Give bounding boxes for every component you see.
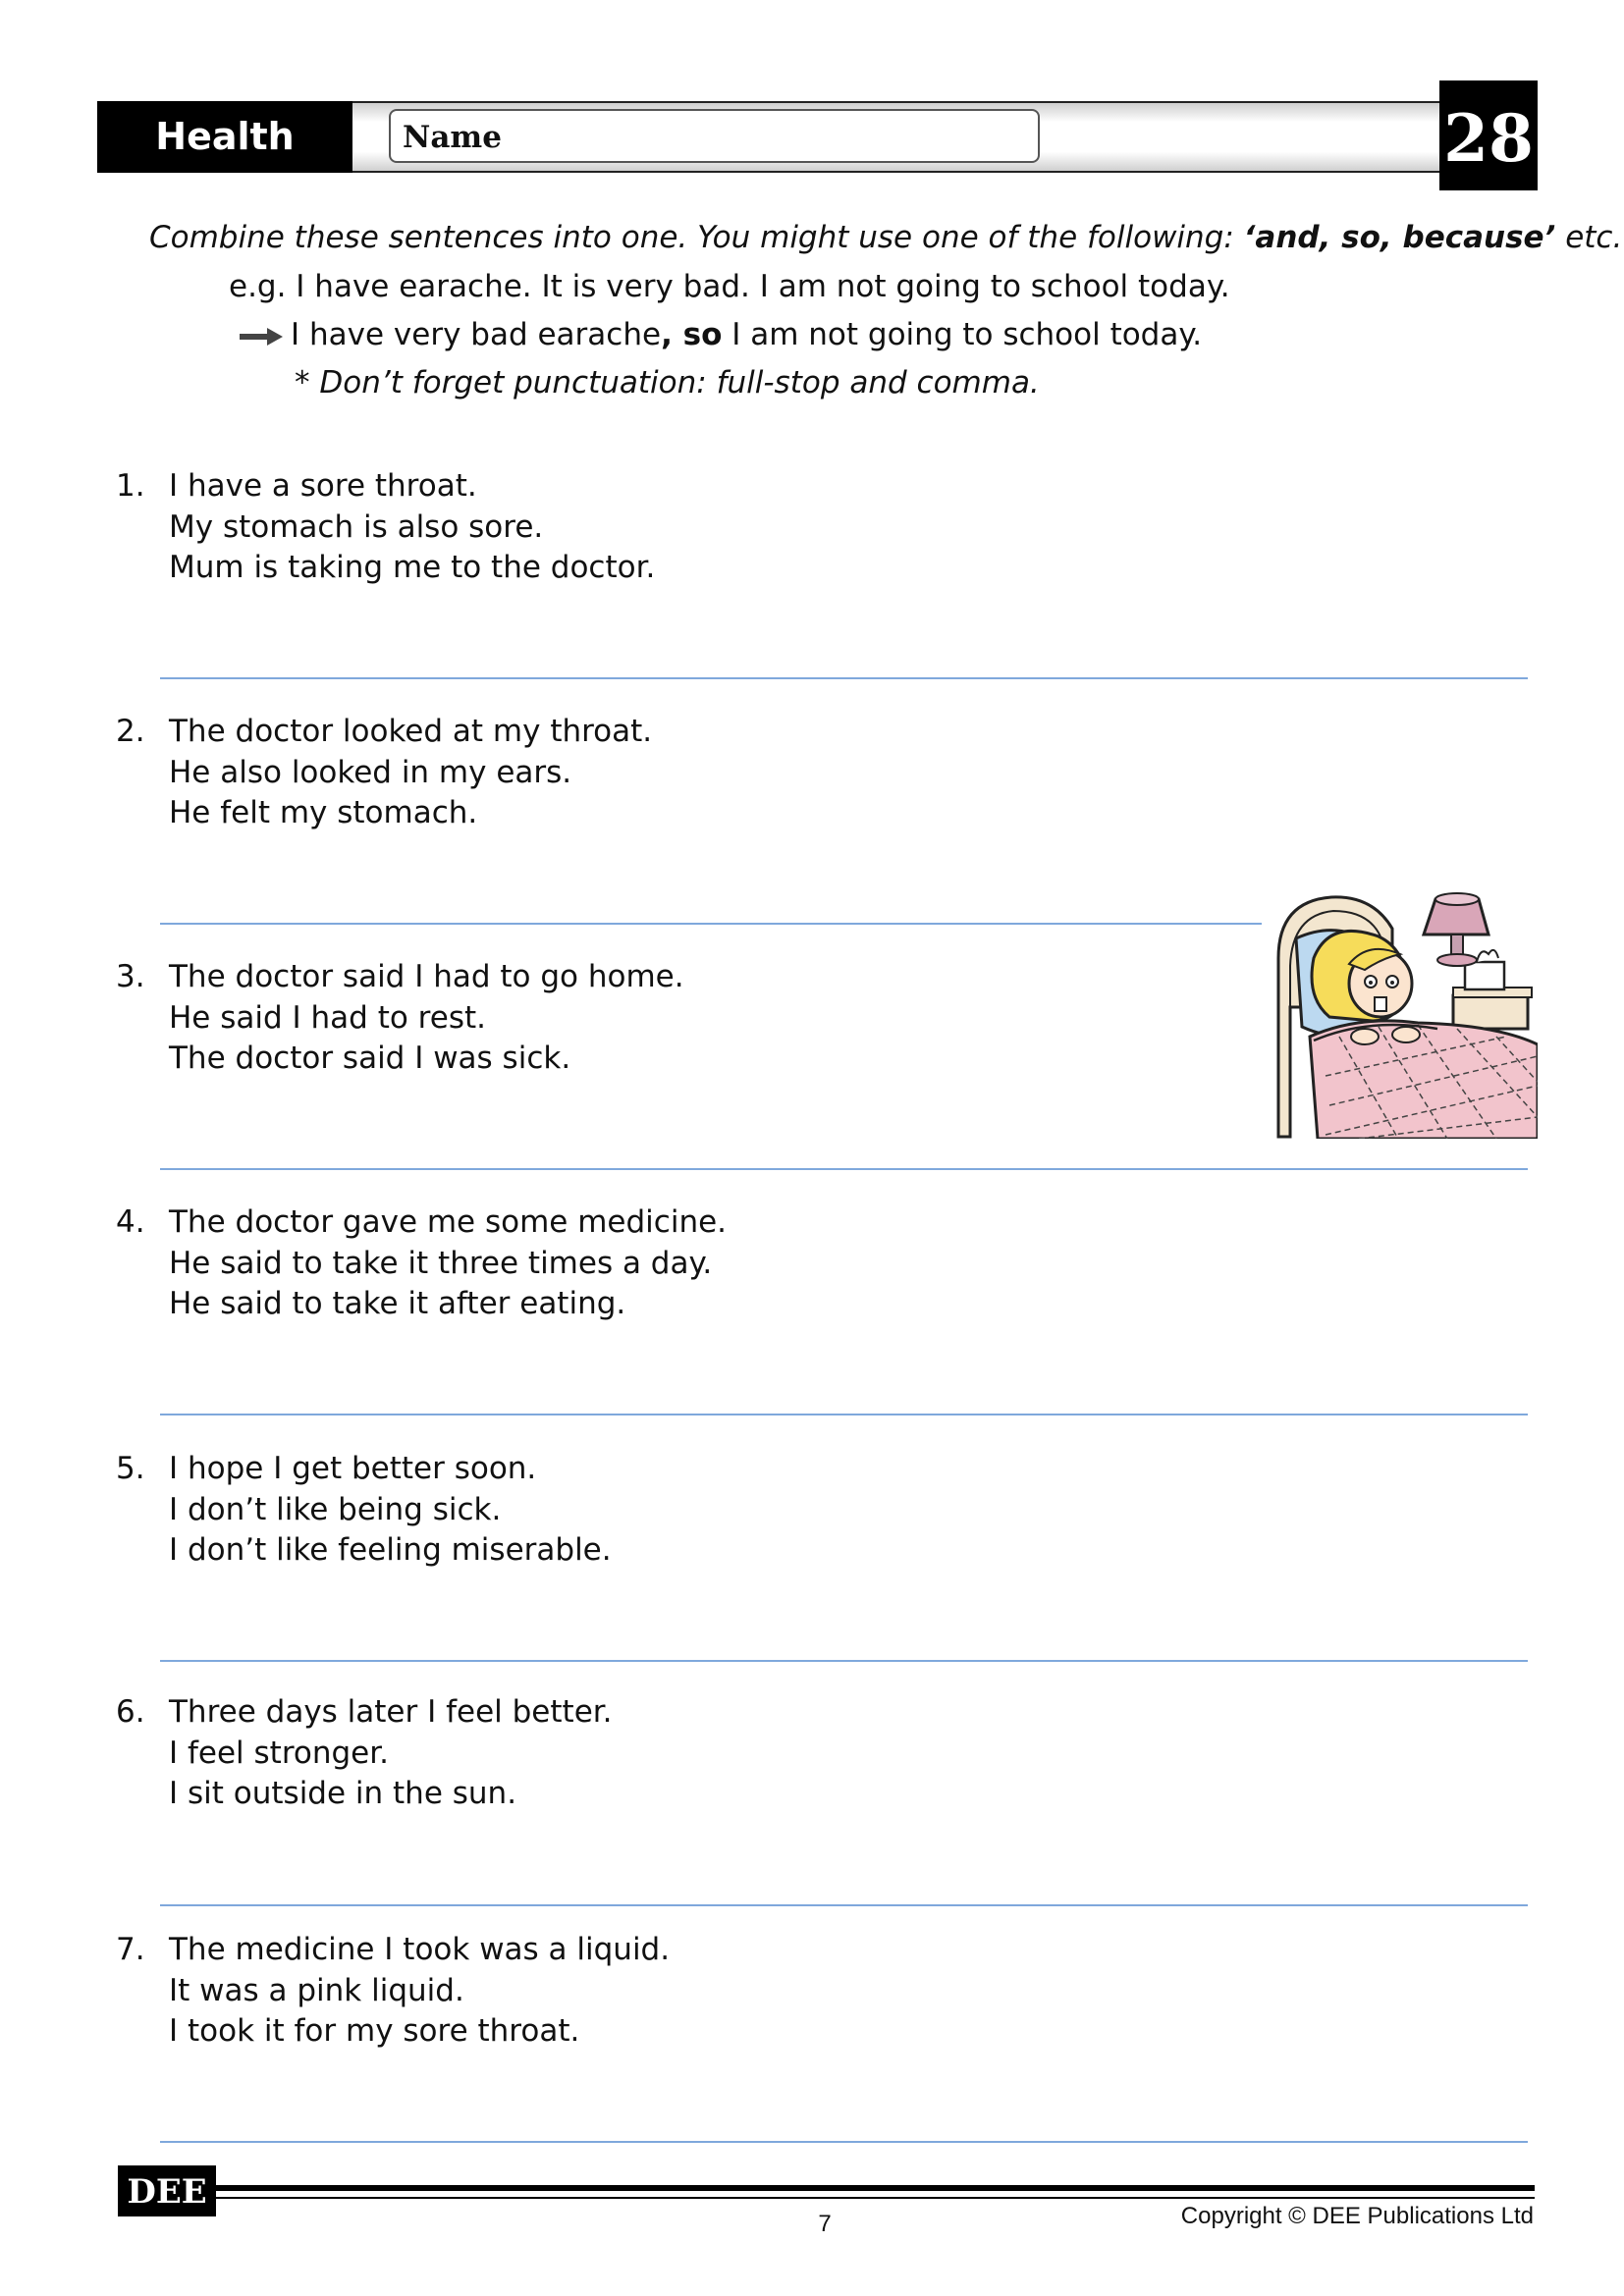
question-sentence: He said I had to rest. (169, 999, 486, 1036)
question-number: 1. (116, 468, 145, 504)
question-sentence: He felt my stomach. (169, 795, 478, 830)
example-sentences: e.g. I have earache. It is very bad. I am not going to school today. (229, 269, 1230, 304)
question-sentence: The doctor said I was sick. (169, 1041, 571, 1076)
question-number: 5. (116, 1451, 145, 1486)
sheet-number: 28 (1443, 100, 1534, 177)
question-sentence: The doctor looked at my throat. (169, 714, 653, 749)
example-answer (291, 317, 1202, 352)
instructions-text: Combine these sentences into one. You might use one of the following: (149, 220, 1244, 255)
example-answer-connector: , so (661, 317, 723, 352)
question-sentence: My stomach is also sore. (169, 508, 544, 545)
answer-line-1[interactable] (160, 677, 1528, 679)
worksheet-topic-title: Health (155, 115, 295, 158)
instructions-etc: etc. (1555, 220, 1623, 255)
instructions (149, 220, 1622, 255)
question-number: 4. (116, 1204, 145, 1240)
question-sentence: He said to take it after eating. (169, 1286, 626, 1321)
example-answer-start: I have very bad earache (291, 317, 662, 352)
question-sentence: I sit outside in the sun. (169, 1776, 517, 1811)
question-sentence: He said to take it three times a day. (169, 1245, 713, 1281)
answer-line-5[interactable] (160, 1660, 1528, 1662)
question-number: 3. (116, 959, 145, 994)
question-number: 6. (116, 1694, 145, 1730)
question-sentence: The doctor gave me some medicine. (169, 1204, 728, 1240)
question-sentence: The doctor said I had to go home. (169, 959, 684, 994)
question-sentence: The medicine I took was a liquid. (169, 1932, 671, 1967)
question-sentence: I feel stronger. (169, 1735, 390, 1771)
question-sentence: It was a pink liquid. (169, 1972, 464, 2008)
arrow-right-icon (240, 327, 283, 347)
question-sentence: He also looked in my ears. (169, 754, 572, 790)
publisher-logo: DEE (127, 2172, 207, 2212)
question-sentence: I don’t like feeling miserable. (169, 1532, 612, 1568)
answer-line-2[interactable] (160, 923, 1262, 925)
name-label: Name (403, 120, 502, 155)
question-number: 2. (116, 714, 145, 749)
punctuation-note: * Don’t forget punctuation: full-stop and comma. (295, 365, 1040, 400)
question-sentence: I hope I get better soon. (169, 1451, 537, 1486)
sick-child-in-bed-illustration (1271, 889, 1538, 1139)
footer-rule-thin (216, 2197, 1535, 2199)
page-number: 7 (818, 2211, 832, 2237)
instructions-keywords: ‘and, so, because’ (1243, 220, 1556, 255)
footer-rule (216, 2185, 1535, 2191)
answer-line-6[interactable] (160, 1904, 1528, 1906)
example-answer-end: I am not going to school today. (722, 317, 1203, 352)
question-sentence: I don’t like being sick. (169, 1491, 502, 1527)
copyright-notice: Copyright © DEE Publications Ltd (1180, 2203, 1534, 2229)
question-sentence: I took it for my sore throat. (169, 2013, 580, 2049)
answer-line-4[interactable] (160, 1414, 1528, 1415)
question-sentence: Mum is taking me to the doctor. (169, 550, 656, 585)
answer-line-7[interactable] (160, 2141, 1528, 2143)
answer-line-3[interactable] (160, 1168, 1528, 1170)
question-sentence: Three days later I feel better. (169, 1694, 613, 1730)
question-sentence: I have a sore throat. (169, 468, 477, 504)
question-number: 7. (116, 1932, 145, 1967)
